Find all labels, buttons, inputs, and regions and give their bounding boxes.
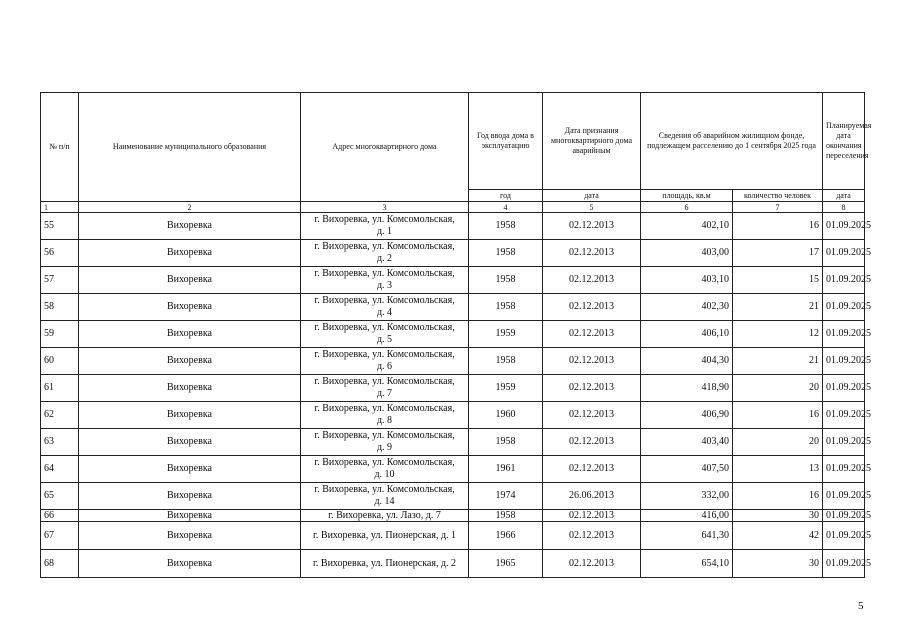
- end-date-cell: 01.09.2025: [823, 550, 865, 578]
- address-line: г. Вихоревка, ул. Пионерская, д. 1: [312, 529, 457, 541]
- area-cell: 403,40: [641, 429, 733, 456]
- municipality-cell: Вихоревка: [79, 294, 301, 321]
- people-cell: 15: [733, 267, 823, 294]
- area-cell: 403,00: [641, 240, 733, 267]
- document-page: [40, 92, 872, 578]
- year-cell: 1974: [469, 483, 543, 510]
- address-cell: [301, 522, 469, 550]
- address-line: г. Вихоревка, ул. Комсомольская,: [314, 457, 455, 468]
- municipality-cell: Вихоревка: [79, 213, 301, 240]
- end-date-cell: 01.09.2025: [823, 294, 865, 321]
- address-cell: [301, 402, 469, 429]
- address-cell: [301, 294, 469, 321]
- table-row: [41, 429, 865, 456]
- year-cell: 1966: [469, 522, 543, 550]
- year-cell: 1965: [469, 550, 543, 578]
- address-line: д. 2: [376, 253, 393, 264]
- people-cell: 17: [733, 240, 823, 267]
- row-number: 62: [41, 402, 79, 429]
- address-line: г. Вихоревка, ул. Лазо, д. 7: [328, 510, 441, 521]
- area-cell: 416,00: [641, 510, 733, 522]
- municipality-cell: Вихоревка: [79, 550, 301, 578]
- address-line: г. Вихоревка, ул. Комсомольская,: [314, 349, 455, 360]
- municipality-cell: Вихоревка: [79, 375, 301, 402]
- table-row: [41, 348, 865, 375]
- column-number-row: [41, 202, 865, 213]
- end-date-cell: 01.09.2025: [823, 510, 865, 522]
- row-number: 68: [41, 550, 79, 578]
- people-cell: 13: [733, 456, 823, 483]
- date-cell: 02.12.2013: [543, 321, 641, 348]
- date-cell: 02.12.2013: [543, 456, 641, 483]
- area-cell: 402,10: [641, 213, 733, 240]
- header-municipality: Наименование муниципального образования: [79, 93, 301, 202]
- area-cell: 332,00: [641, 483, 733, 510]
- header-planned-end: Планируемая дата окончания переселения: [823, 93, 865, 190]
- row-number: 65: [41, 483, 79, 510]
- area-cell: 654,10: [641, 550, 733, 578]
- people-cell: 30: [733, 510, 823, 522]
- header-number: № п/п: [41, 93, 79, 202]
- people-cell: 42: [733, 522, 823, 550]
- address-line: д. 3: [376, 280, 393, 291]
- address-line: г. Вихоревка, ул. Комсомольская,: [314, 376, 455, 387]
- municipality-cell: Вихоревка: [79, 402, 301, 429]
- date-cell: 02.12.2013: [543, 375, 641, 402]
- date-cell: 26.06.2013: [543, 483, 641, 510]
- people-cell: 16: [733, 483, 823, 510]
- year-cell: 1959: [469, 375, 543, 402]
- address-cell: [301, 267, 469, 294]
- end-date-cell: 01.09.2025: [823, 321, 865, 348]
- municipality-cell: Вихоревка: [79, 522, 301, 550]
- year-cell: 1958: [469, 510, 543, 522]
- address-cell: [301, 213, 469, 240]
- municipality-cell: Вихоревка: [79, 429, 301, 456]
- table-row: [41, 522, 865, 550]
- address-line: д. 5: [376, 334, 393, 345]
- address-cell: [301, 483, 469, 510]
- area-cell: 406,90: [641, 402, 733, 429]
- address-line: г. Вихоревка, ул. Комсомольская,: [314, 268, 455, 279]
- column-number: 1: [41, 202, 79, 213]
- column-number: 7: [733, 202, 823, 213]
- column-number: 3: [301, 202, 469, 213]
- area-cell: 641,30: [641, 522, 733, 550]
- column-number: 8: [823, 202, 865, 213]
- date-cell: 02.12.2013: [543, 402, 641, 429]
- address-cell: [301, 321, 469, 348]
- subheader-year: год: [469, 190, 543, 202]
- end-date-cell: 01.09.2025: [823, 240, 865, 267]
- address-line: д. 14: [374, 496, 395, 507]
- row-number: 64: [41, 456, 79, 483]
- address-cell: [301, 550, 469, 578]
- table-row: [41, 240, 865, 267]
- row-number: 63: [41, 429, 79, 456]
- row-number: 55: [41, 213, 79, 240]
- row-number: 60: [41, 348, 79, 375]
- date-cell: 02.12.2013: [543, 348, 641, 375]
- date-cell: 02.12.2013: [543, 213, 641, 240]
- address-line: д. 8: [376, 415, 393, 426]
- area-cell: 402,30: [641, 294, 733, 321]
- row-number: 67: [41, 522, 79, 550]
- municipality-cell: Вихоревка: [79, 510, 301, 522]
- address-line: д. 1: [376, 226, 393, 237]
- address-line: г. Вихоревка, ул. Комсомольская,: [314, 241, 455, 252]
- area-cell: 407,50: [641, 456, 733, 483]
- date-cell: 02.12.2013: [543, 267, 641, 294]
- address-cell: [301, 240, 469, 267]
- year-cell: 1959: [469, 321, 543, 348]
- address-line: д. 4: [376, 307, 393, 318]
- header-housing-info: Сведения об аварийном жилищном фонде, подлежащем расселению до 1 сентября 2025 года: [641, 93, 823, 190]
- people-cell: 12: [733, 321, 823, 348]
- row-number: 58: [41, 294, 79, 321]
- area-cell: 418,90: [641, 375, 733, 402]
- people-cell: 16: [733, 213, 823, 240]
- municipality-cell: Вихоревка: [79, 348, 301, 375]
- address-line: д. 9: [376, 442, 393, 453]
- subheader-end-date: дата: [823, 190, 865, 202]
- address-line: д. 6: [376, 361, 393, 372]
- municipality-cell: Вихоревка: [79, 483, 301, 510]
- table-row: [41, 483, 865, 510]
- end-date-cell: 01.09.2025: [823, 429, 865, 456]
- table-row: [41, 267, 865, 294]
- address-line: г. Вихоревка, ул. Комсомольская,: [314, 214, 455, 225]
- people-cell: 16: [733, 402, 823, 429]
- header-date-emergency: Дата признания многоквартирного дома аварийным: [543, 93, 641, 190]
- header-address: Адрес многоквартирного дома: [301, 93, 469, 202]
- address-line: г. Вихоревка, ул. Пионерская, д. 2: [312, 557, 457, 569]
- row-number: 66: [41, 510, 79, 522]
- people-cell: 20: [733, 429, 823, 456]
- people-cell: 30: [733, 550, 823, 578]
- row-number: 59: [41, 321, 79, 348]
- year-cell: 1958: [469, 429, 543, 456]
- people-cell: 20: [733, 375, 823, 402]
- row-number: 56: [41, 240, 79, 267]
- municipality-cell: Вихоревка: [79, 267, 301, 294]
- table-body: [41, 213, 872, 578]
- date-cell: 02.12.2013: [543, 550, 641, 578]
- date-cell: 02.12.2013: [543, 522, 641, 550]
- municipality-cell: Вихоревка: [79, 240, 301, 267]
- table-row: [41, 321, 865, 348]
- column-number: 4: [469, 202, 543, 213]
- end-date-cell: 01.09.2025: [823, 402, 865, 429]
- area-cell: 406,10: [641, 321, 733, 348]
- table-row: [41, 550, 865, 578]
- municipality-cell: Вихоревка: [79, 321, 301, 348]
- year-cell: 1958: [469, 294, 543, 321]
- end-date-cell: 01.09.2025: [823, 213, 865, 240]
- column-number: 6: [641, 202, 733, 213]
- year-cell: 1958: [469, 240, 543, 267]
- address-line: г. Вихоревка, ул. Комсомольская,: [314, 322, 455, 333]
- year-cell: 1958: [469, 348, 543, 375]
- end-date-cell: 01.09.2025: [823, 456, 865, 483]
- address-line: г. Вихоревка, ул. Комсомольская,: [314, 403, 455, 414]
- end-date-cell: 01.09.2025: [823, 375, 865, 402]
- subheader-people: количество человек: [733, 190, 823, 202]
- year-cell: 1958: [469, 267, 543, 294]
- subheader-area: площадь, кв.м: [641, 190, 733, 202]
- column-number: 5: [543, 202, 641, 213]
- address-cell: [301, 348, 469, 375]
- address-line: д. 10: [374, 469, 395, 480]
- table-row: [41, 213, 865, 240]
- address-cell: [301, 375, 469, 402]
- address-cell: [301, 510, 469, 522]
- address-line: г. Вихоревка, ул. Комсомольская,: [314, 430, 455, 441]
- end-date-cell: 01.09.2025: [823, 483, 865, 510]
- header-year-built: Год ввода дома в эксплуатацию: [469, 93, 543, 190]
- table-row: [41, 510, 865, 522]
- address-cell: [301, 456, 469, 483]
- table-row: [41, 294, 865, 321]
- address-line: д. 7: [376, 388, 393, 399]
- date-cell: 02.12.2013: [543, 429, 641, 456]
- address-line: г. Вихоревка, ул. Комсомольская,: [314, 484, 455, 495]
- subheader-date: дата: [543, 190, 641, 202]
- area-cell: 403,10: [641, 267, 733, 294]
- people-cell: 21: [733, 294, 823, 321]
- year-cell: 1961: [469, 456, 543, 483]
- end-date-cell: 01.09.2025: [823, 348, 865, 375]
- table-row: [41, 375, 865, 402]
- row-number: 57: [41, 267, 79, 294]
- end-date-cell: 01.09.2025: [823, 267, 865, 294]
- people-cell: 21: [733, 348, 823, 375]
- address-line: г. Вихоревка, ул. Комсомольская,: [314, 295, 455, 306]
- table-row: [41, 402, 865, 429]
- date-cell: 02.12.2013: [543, 510, 641, 522]
- municipality-cell: Вихоревка: [79, 456, 301, 483]
- row-number: 61: [41, 375, 79, 402]
- end-date-cell: 01.09.2025: [823, 522, 865, 550]
- date-cell: 02.12.2013: [543, 240, 641, 267]
- page-number: 5: [858, 600, 864, 612]
- year-cell: 1960: [469, 402, 543, 429]
- table-header: [41, 93, 872, 213]
- table-row: [41, 456, 865, 483]
- area-cell: 404,30: [641, 348, 733, 375]
- address-cell: [301, 429, 469, 456]
- emergency-housing-table: [40, 92, 872, 578]
- year-cell: 1958: [469, 213, 543, 240]
- date-cell: 02.12.2013: [543, 294, 641, 321]
- column-number: 2: [79, 202, 301, 213]
